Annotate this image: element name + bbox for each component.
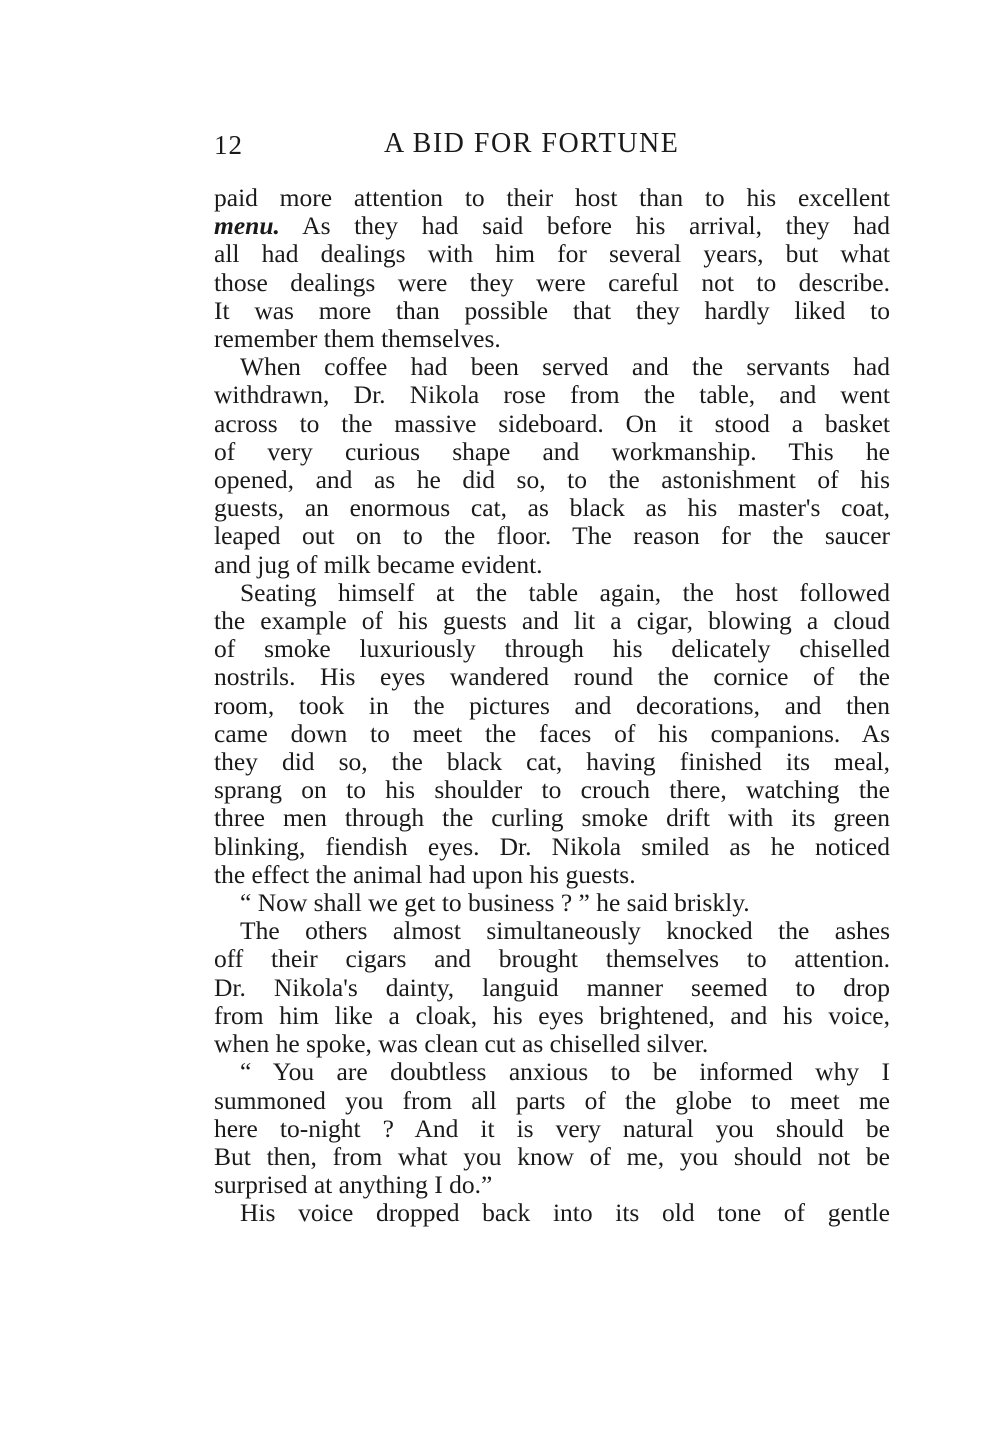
text-line: “ You are doubtless anxious to be informed why I (240, 1057, 890, 1087)
text-line: three men through the curling smoke drift with its green (214, 803, 890, 833)
text-line: Dr. Nikola's dainty, languid manner seemed to drop (214, 972, 890, 1002)
text-line: leaped out on to the floor. The reason for the saucer (214, 521, 890, 551)
text-line: blinking, fiendish eyes. Dr. Nikola smiled as he noticed (214, 831, 890, 861)
text-line: of smoke luxuriously through his delicately chiselled (214, 634, 890, 664)
text-line: paid more attention to their host than to his excellent (214, 183, 890, 212)
body-text (214, 184, 890, 1228)
text-line: across to the massive sideboard. On it stood a basket (214, 408, 890, 438)
text-line (214, 212, 890, 240)
text-line: guests, an enormous cat, as black as his master's coat, (214, 493, 890, 523)
text-line: the effect the animal had upon his guests. (214, 859, 636, 889)
text-line: The others almost simultaneously knocked the ashes (240, 916, 890, 946)
text-line: “ Now shall we get to business ? ” he said briskly. (240, 888, 750, 918)
text-line: came down to meet the faces of his companions. As (214, 718, 890, 748)
text-fragment: As they had said before his arrival, they had (279, 211, 890, 241)
text-line: summoned you from all parts of the globe to meet me (214, 1085, 890, 1115)
text-line: from him like a cloak, his eyes brightened, and his voice, (214, 1000, 890, 1030)
text-line: opened, and as he did so, to the astonishment of his (214, 465, 890, 495)
running-title: A BID FOR FORTUNE (384, 128, 680, 159)
text-line: remember them themselves. (214, 324, 501, 354)
text-line: the example of his guests and lit a cigar, blowing a cloud (214, 606, 890, 636)
text-line: all had dealings with him for several years, but what (214, 239, 890, 269)
running-head (212, 128, 892, 168)
text-line: here to-night ? And it is very natural you should be (214, 1113, 890, 1143)
text-line: It was more than possible that they hardly liked to (214, 295, 890, 325)
text-line: surprised at anything I do.” (214, 1170, 493, 1200)
text-line: off their cigars and brought themselves to attention. (214, 944, 890, 974)
text-line: nostrils. His eyes wandered round the cornice of the (214, 662, 890, 692)
text-line: Seating himself at the table again, the host followed (240, 577, 890, 607)
text-line: withdrawn, Dr. Nikola rose from the table, and went (214, 380, 890, 410)
page-number: 12 (214, 130, 243, 160)
text-line: But then, from what you know of me, you should not be (214, 1141, 890, 1171)
text-line: sprang on to his shoulder to crouch there, watching the (214, 775, 890, 805)
text-line: those dealings were they were careful not to describe. (214, 267, 890, 297)
italic-word: menu. (214, 211, 280, 241)
text-line: and jug of milk became evident. (214, 549, 543, 579)
text-line: they did so, the black cat, having finished its meal, (214, 747, 890, 777)
text-line: room, took in the pictures and decorations, and then (214, 690, 890, 720)
text-line: His voice dropped back into its old tone of gentle (240, 1198, 890, 1228)
text-line: of very curious shape and workmanship. This he (214, 436, 890, 466)
text-line: When coffee had been served and the servants had (240, 352, 890, 382)
text-line: when he spoke, was clean cut as chiselled silver. (214, 1029, 709, 1059)
